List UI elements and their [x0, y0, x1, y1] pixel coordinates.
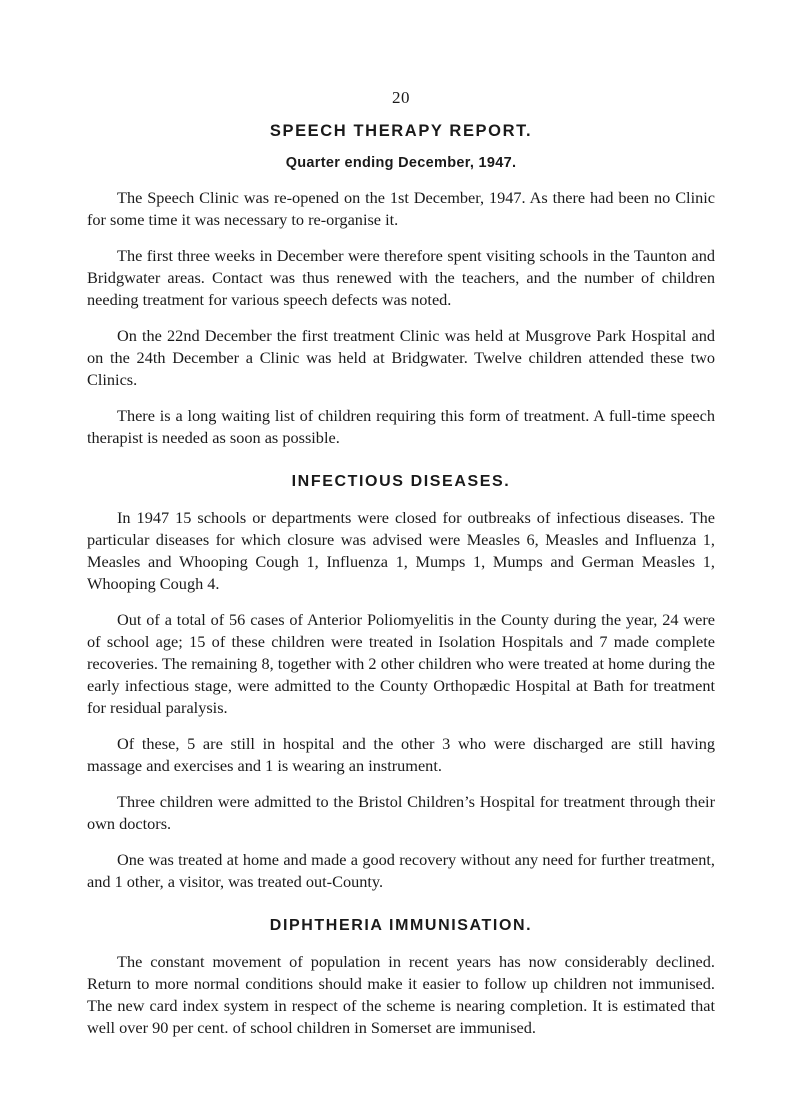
report-title: SPEECH THERAPY REPORT.: [269, 122, 533, 140]
speech-therapy-section: [87, 187, 715, 449]
diphtheria-heading: DIPHTHERIA IMMUNISATION.: [269, 917, 533, 934]
infectious-paragraph-5: One was treated at home and made a good recovery without any need for further treatment, and 1 other, a visitor, was treated out-County.: [87, 850, 715, 891]
speech-paragraph-1: The Speech Clinic was re-opened on the 1st December, 1947. As there had been no Clinic for some time it was necessary to re-organise it.: [87, 188, 715, 229]
infectious-diseases-section: [87, 473, 715, 893]
infectious-diseases-heading: INFECTIOUS DISEASES.: [291, 473, 511, 490]
diphtheria-paragraph-1: The constant movement of population in recent years has now considerably declined. Return to more normal conditions should make it easier to follow up children not immunised. The new card index system in respect of the scheme is nearing completion. It is estimated that well over 90 per cent. of school children in Somerset are immunised.: [87, 952, 715, 1037]
report-subtitle: Quarter ending December, 1947.: [285, 155, 517, 171]
speech-paragraph-4: There is a long waiting list of children requiring this form of treatment. A full-time speech therapist is needed as soon as possible.: [87, 406, 715, 447]
speech-paragraph-2: The first three weeks in December were therefore spent visiting schools in the Taunton and Bridgwater areas. Contact was thus renewed with the teachers, and the number of children needing treatment for various speech defects was noted.: [87, 246, 715, 309]
infectious-paragraph-1: In 1947 15 schools or departments were closed for outbreaks of infectious diseases. The particular diseases for which closure was advised were Measles 6, Measles and Influenza 1, Measles and Whooping Cough 1, Influenza 1, Mumps 1, Mumps and German Measles 1, Whooping Cough 4.: [87, 508, 715, 593]
diphtheria-section: [87, 917, 715, 1039]
infectious-paragraph-2: Out of a total of 56 cases of Anterior Poliomyelitis in the County during the year, 24 were of school age; 15 of these children were treated in Isolation Hospitals and 7 made complete recoveries. The remaining 8, together with 2 other children who were treated at home during the early infectious stage, were admitted to the County Orthopædic Hospital at Bath for treatment for residual paralysis.: [87, 610, 715, 717]
infectious-paragraph-3: Of these, 5 are still in hospital and the other 3 who were discharged are still having massage and exercises and 1 is wearing an instrument.: [87, 734, 715, 775]
document-page: [87, 88, 715, 1053]
speech-paragraph-3: On the 22nd December the first treatment Clinic was held at Musgrove Park Hospital and on the 24th December a Clinic was held at Bridgwater. Twelve children attended these two Clinics.: [87, 326, 715, 389]
infectious-paragraph-4: Three children were admitted to the Bristol Children’s Hospital for treatment through their own doctors.: [87, 792, 715, 833]
page-number: 20: [392, 88, 410, 107]
